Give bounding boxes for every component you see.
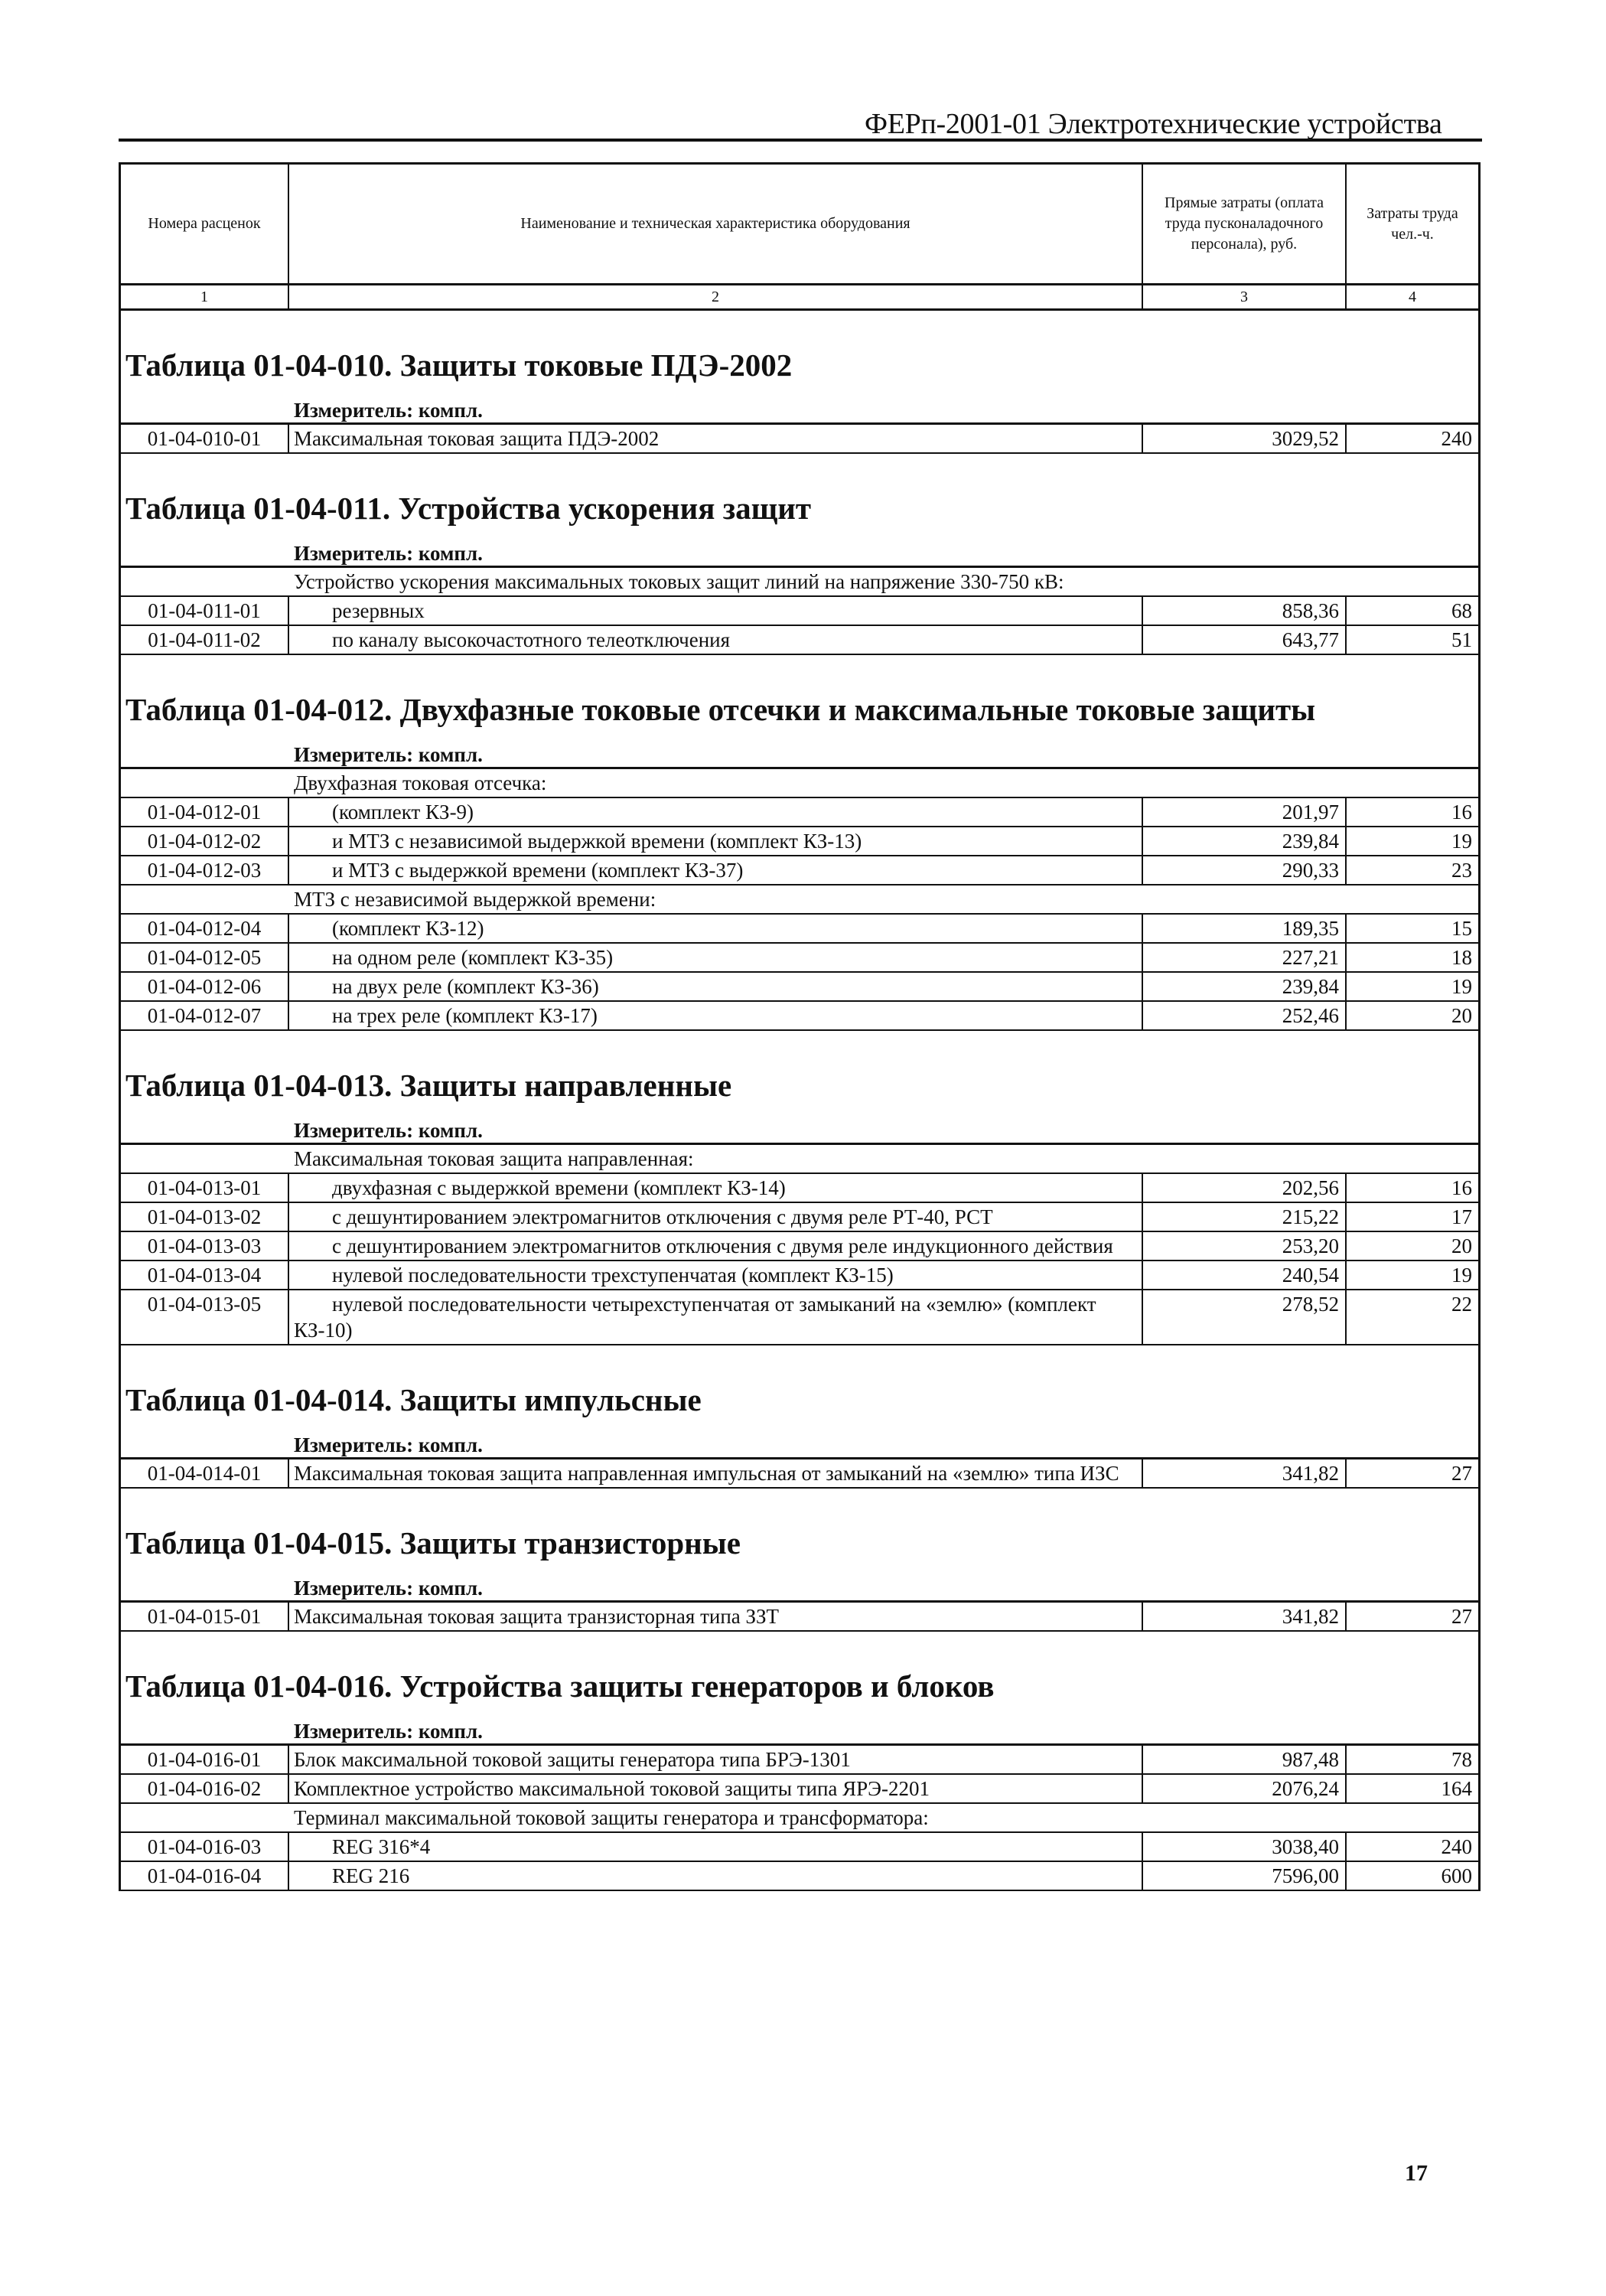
sections-container	[121, 346, 1478, 1891]
header-rule	[119, 139, 1482, 142]
labor-hours-cell: 20	[1451, 1004, 1472, 1027]
labor-hours-cell: 19	[1451, 830, 1472, 853]
labor-hours-cell: 23	[1451, 859, 1472, 882]
price-table	[121, 566, 1478, 655]
labor-hours-cell: 240	[1441, 1835, 1472, 1858]
price-table-section	[121, 346, 1478, 454]
column-number: 1	[121, 285, 289, 308]
group-heading-text: Устройство ускорения максимальных токовых защит линий на напряжение 330-750 кВ:	[294, 570, 1064, 593]
description-cell: с дешунтированием электромагнитов отключения с двумя реле индукционного действия	[289, 1232, 1143, 1260]
price-table	[121, 767, 1478, 1031]
description-cell: на трех реле (комплект КЗ-17)	[289, 1002, 1143, 1029]
labor-hours-cell: 17	[1451, 1205, 1472, 1228]
page-number: 17	[1405, 2161, 1428, 2186]
rate-code-cell: 01-04-011-02	[121, 626, 289, 654]
description-cell: Максимальная токовая защита транзисторная типа ЗЗТ	[289, 1603, 1143, 1630]
direct-cost-cell: 7596,00	[1143, 1862, 1347, 1890]
labor-hours-cell: 20	[1451, 1234, 1472, 1257]
direct-cost-cell: 2076,24	[1143, 1775, 1347, 1802]
rate-code-cell: 01-04-012-04	[121, 915, 289, 942]
description-cell: двухфазная с выдержкой времени (комплект КЗ-14)	[289, 1174, 1143, 1202]
group-heading-row	[121, 568, 1478, 597]
rate-code-cell: 01-04-016-04	[121, 1862, 289, 1890]
section-title: Таблица 01-04-013. Защиты направленные	[125, 1068, 732, 1103]
empty-code-cell	[121, 1804, 289, 1831]
labor-hours-cell: 19	[1451, 1264, 1472, 1287]
group-heading-row	[121, 1145, 1478, 1174]
empty-code-cell	[121, 885, 289, 913]
price-table	[121, 1457, 1478, 1489]
labor-hours-cell: 240	[1441, 427, 1472, 450]
description-cell: на двух реле (комплект КЗ-36)	[289, 973, 1143, 1000]
rate-code-cell: 01-04-013-01	[121, 1174, 289, 1202]
direct-cost-cell: 239,84	[1143, 827, 1347, 855]
table-row	[121, 425, 1478, 454]
table-row	[121, 944, 1478, 973]
rate-code-cell: 01-04-013-05	[121, 1290, 289, 1344]
table-row	[121, 1775, 1478, 1804]
table-row	[121, 1203, 1478, 1232]
empty-code-cell	[121, 568, 289, 595]
direct-cost-cell: 239,84	[1143, 973, 1347, 1000]
rate-code-cell: 01-04-013-03	[121, 1232, 289, 1260]
table-row	[121, 1232, 1478, 1261]
description-cell: резервных	[289, 597, 1143, 625]
table-row	[121, 1174, 1478, 1203]
rate-code-cell: 01-04-016-03	[121, 1833, 289, 1861]
column-number: 2	[289, 285, 1143, 308]
description-cell: Максимальная токовая защита направленная импульсная от замыканий на «землю» типа ИЗС	[289, 1459, 1143, 1487]
description-cell: REG 316*4	[289, 1833, 1143, 1861]
description-cell: Блок максимальной токовой защиты генератора типа БРЭ-1301	[289, 1746, 1143, 1773]
column-header-description: Наименование и техническая характеристика оборудования	[289, 165, 1143, 283]
rate-code-cell: 01-04-016-01	[121, 1746, 289, 1773]
price-table-section	[121, 1667, 1478, 1891]
measure-unit-label: Измеритель: компл.	[294, 542, 483, 565]
section-title: Таблица 01-04-012. Двухфазные токовые отсечки и максимальные токовые защиты	[125, 692, 1316, 727]
description-cell: нулевой последовательности четырехступенчатая от замыканий на «землю» (комплект КЗ-10)	[289, 1290, 1143, 1344]
direct-cost-cell: 201,97	[1143, 798, 1347, 826]
table-row	[121, 1290, 1478, 1345]
rate-code-cell: 01-04-015-01	[121, 1603, 289, 1630]
rate-code-cell: 01-04-012-03	[121, 856, 289, 884]
empty-code-cell	[121, 769, 289, 797]
column-header-code: Номера расценок	[121, 165, 289, 283]
column-number: 4	[1409, 288, 1416, 305]
direct-cost-cell: 643,77	[1143, 626, 1347, 654]
table-row	[121, 1261, 1478, 1290]
direct-cost-cell: 341,82	[1143, 1459, 1347, 1487]
description-cell: нулевой последовательности трехступенчатая (комплект КЗ-15)	[289, 1261, 1143, 1289]
table-row	[121, 915, 1478, 944]
section-title: Таблица 01-04-014. Защиты импульсные	[125, 1382, 702, 1417]
measure-unit-label: Измеритель: компл.	[294, 1720, 483, 1743]
section-title: Таблица 01-04-016. Устройства защиты генераторов и блоков	[125, 1668, 995, 1704]
price-table-section	[121, 1066, 1478, 1345]
table-row	[121, 597, 1478, 626]
group-heading-row	[121, 1804, 1478, 1833]
direct-cost-cell: 252,46	[1143, 1002, 1347, 1029]
direct-cost-cell: 290,33	[1143, 856, 1347, 884]
group-heading-row	[121, 885, 1478, 915]
column-header-direct-cost: Прямые затраты (оплата труда пусконаладочного персонала), руб.	[1143, 165, 1347, 283]
direct-cost-cell: 858,36	[1143, 597, 1347, 625]
rate-code-cell: 01-04-012-06	[121, 973, 289, 1000]
direct-cost-cell: 278,52	[1143, 1290, 1347, 1344]
group-heading-row	[121, 769, 1478, 798]
document-frame	[119, 162, 1481, 1891]
price-table	[121, 422, 1478, 454]
labor-hours-cell: 164	[1441, 1777, 1472, 1800]
description-cell: с дешунтированием электромагнитов отключения с двумя реле РТ-40, РСТ	[289, 1203, 1143, 1231]
description-cell: (комплект КЗ-9)	[289, 798, 1143, 826]
rate-code-cell: 01-04-011-01	[121, 597, 289, 625]
description-cell: на одном реле (комплект КЗ-35)	[289, 944, 1143, 971]
direct-cost-cell: 189,35	[1143, 915, 1347, 942]
table-row	[121, 973, 1478, 1002]
direct-cost-cell: 202,56	[1143, 1174, 1347, 1202]
direct-cost-cell: 240,54	[1143, 1261, 1347, 1289]
description-cell: (комплект КЗ-12)	[289, 915, 1143, 942]
group-heading-text: Двухфазная токовая отсечка:	[294, 771, 547, 794]
table-row	[121, 1002, 1478, 1031]
labor-hours-cell: 22	[1451, 1293, 1472, 1316]
measure-unit-label: Измеритель: компл.	[294, 743, 483, 766]
price-table-section	[121, 1381, 1478, 1489]
description-cell: по каналу высокочастотного телеотключения	[289, 626, 1143, 654]
rate-code-cell: 01-04-012-05	[121, 944, 289, 971]
table-row	[121, 626, 1478, 655]
direct-cost-cell: 987,48	[1143, 1746, 1347, 1773]
group-heading-text: Терминал максимальной токовой защиты генератора и трансформатора:	[294, 1806, 929, 1829]
labor-hours-cell: 18	[1451, 946, 1472, 969]
rate-code-cell: 01-04-013-02	[121, 1203, 289, 1231]
measure-unit-label: Измеритель: компл.	[294, 399, 483, 422]
table-row	[121, 1459, 1478, 1489]
column-number-row	[121, 285, 1478, 311]
price-table-section	[121, 1524, 1478, 1632]
description-cell: Максимальная токовая защита ПДЭ-2002	[289, 425, 1143, 452]
direct-cost-cell: 253,20	[1143, 1232, 1347, 1260]
labor-hours-cell: 51	[1451, 628, 1472, 651]
price-table	[121, 1743, 1478, 1891]
group-heading-text: МТЗ с независимой выдержкой времени:	[294, 888, 656, 911]
table-row	[121, 827, 1478, 856]
labor-hours-cell: 15	[1451, 917, 1472, 940]
price-table-section	[121, 489, 1478, 655]
labor-hours-cell: 600	[1441, 1864, 1472, 1887]
rate-code-cell: 01-04-010-01	[121, 425, 289, 452]
labor-hours-cell: 78	[1451, 1748, 1472, 1771]
labor-hours-cell: 16	[1451, 1176, 1472, 1199]
section-title: Таблица 01-04-011. Устройства ускорения защит	[125, 491, 812, 526]
labor-hours-cell: 27	[1451, 1462, 1472, 1485]
rate-code-cell: 01-04-012-01	[121, 798, 289, 826]
description-cell: REG 216	[289, 1862, 1143, 1890]
running-head: ФЕРп-2001-01 Электротехнические устройства	[865, 108, 1442, 140]
rate-code-cell: 01-04-013-04	[121, 1261, 289, 1289]
direct-cost-cell: 215,22	[1143, 1203, 1347, 1231]
price-table-section	[121, 690, 1478, 1031]
rate-code-cell: 01-04-014-01	[121, 1459, 289, 1487]
direct-cost-cell: 3038,40	[1143, 1833, 1347, 1861]
empty-code-cell	[121, 1145, 289, 1172]
measure-unit-label: Измеритель: компл.	[294, 1119, 483, 1142]
labor-hours-cell: 19	[1451, 975, 1472, 998]
rate-code-cell: 01-04-012-02	[121, 827, 289, 855]
description-cell: и МТЗ с независимой выдержкой времени (комплект КЗ-13)	[289, 827, 1143, 855]
section-title: Таблица 01-04-010. Защиты токовые ПДЭ-2002	[125, 347, 793, 383]
column-header-labor: Затраты труда чел.-ч.	[1367, 204, 1458, 243]
labor-hours-cell: 68	[1451, 599, 1472, 622]
price-table	[121, 1600, 1478, 1632]
table-row	[121, 798, 1478, 827]
labor-hours-cell: 16	[1451, 801, 1472, 823]
direct-cost-cell: 227,21	[1143, 944, 1347, 971]
rate-code-cell: 01-04-012-07	[121, 1002, 289, 1029]
column-number: 3	[1143, 285, 1347, 308]
description-cell: Комплектное устройство максимальной токовой защиты типа ЯРЭ-2201	[289, 1775, 1143, 1802]
labor-hours-cell: 27	[1451, 1605, 1472, 1628]
description-cell: и МТЗ с выдержкой времени (комплект КЗ-37)	[289, 856, 1143, 884]
table-row	[121, 1833, 1478, 1862]
rate-code-cell: 01-04-016-02	[121, 1775, 289, 1802]
measure-unit-label: Измеритель: компл.	[294, 1577, 483, 1600]
group-heading-text: Максимальная токовая защита направленная:	[294, 1147, 694, 1170]
measure-unit-label: Измеритель: компл.	[294, 1433, 483, 1456]
column-header-row	[121, 162, 1478, 285]
section-title: Таблица 01-04-015. Защиты транзисторные	[125, 1525, 741, 1561]
table-row	[121, 856, 1478, 885]
table-row	[121, 1862, 1478, 1891]
price-table	[121, 1143, 1478, 1345]
direct-cost-cell: 341,82	[1143, 1603, 1347, 1630]
table-row	[121, 1603, 1478, 1632]
direct-cost-cell: 3029,52	[1143, 425, 1347, 452]
table-row	[121, 1746, 1478, 1775]
